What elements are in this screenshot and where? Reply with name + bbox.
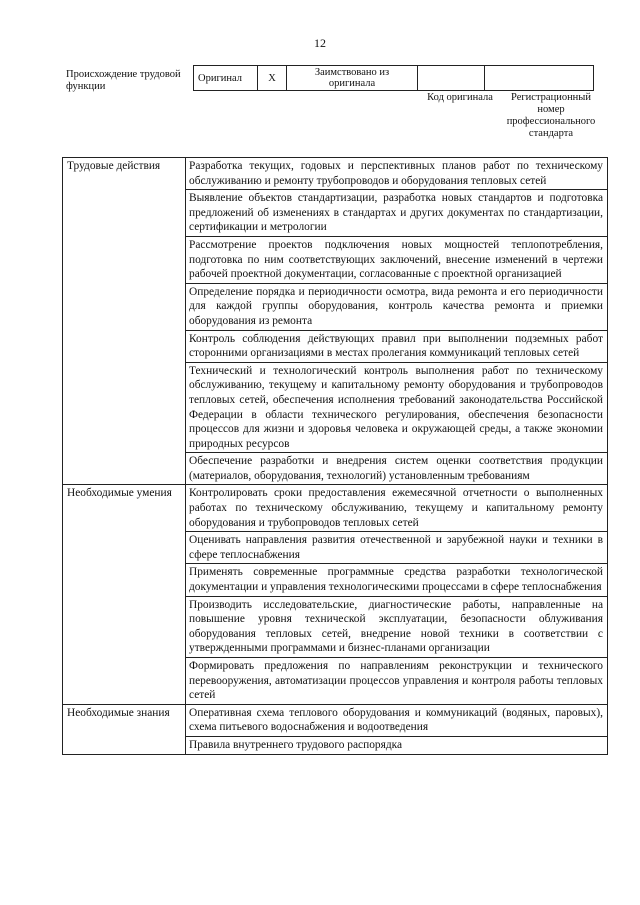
table-cell: Технический и технологический контроль выполнения работ по техническому обслуживанию, текущему и капитальному ремонту оборудования и трубопроводов тепловых сетей, обеспечения исполнения требований законодательства Российской Федерации в области технического регулирования, обеспечения безопасности процессов для жизни и здоровья человека и окружающей среды, а также экономии природных ресурсов bbox=[186, 362, 608, 453]
table-cell: Производить исследовательские, диагностические работы, направленные на повышение уровня технической эксплуатации, безопасности облуживания оборудования тепловых сетей, внедрение новой техники в соответствии с утвержденными программами и бизнес-планами организации bbox=[186, 596, 608, 657]
original-cell: Оригинал bbox=[194, 66, 258, 91]
reg-caption: Регистрационный номер профессионального стандарта bbox=[506, 92, 596, 139]
table-cell: Обеспечение разработки и внедрения систем оценки соответствия продукции (материалов, оборудования, технологий) установленным требованиям bbox=[186, 453, 608, 485]
section-label-knowledge: Необходимые знания bbox=[63, 704, 186, 754]
table-row bbox=[63, 485, 608, 532]
table-row bbox=[63, 704, 608, 736]
function-table bbox=[62, 157, 608, 755]
section-label-skills: Необходимые умения bbox=[63, 485, 186, 704]
table-cell: Рассмотрение проектов подключения новых мощностей теплопотребления, подготовка по ним соответствующих заключений, внесение изменений в чертежи рабочей проектной документации, согласованные с проектной организацией bbox=[186, 236, 608, 283]
original-mark: X bbox=[258, 66, 287, 91]
reg-number-cell bbox=[485, 66, 594, 91]
table-cell: Оценивать направления развития отечественной и зарубежной науки и техники в сфере теплоснабжения bbox=[186, 532, 608, 564]
table-row bbox=[63, 158, 608, 190]
table-cell: Применять современные программные средства разработки технологической документации и управления технологическими процессами в сфере теплоснабжения bbox=[186, 564, 608, 596]
table-cell: Контролировать сроки предоставления ежемесячной отчетности о выполненных работах по техническому обслуживанию, текущему и капитальному ремонту оборудования и трубопроводов тепловых сетей bbox=[186, 485, 608, 532]
table-cell: Разработка текущих, годовых и перспективных планов работ по техническому обслуживанию и ремонту трубопроводов и оборудования тепловых сетей bbox=[186, 158, 608, 190]
page-number: 12 bbox=[314, 36, 326, 50]
table-cell: Правила внутреннего трудового распорядка bbox=[186, 736, 608, 754]
table-cell: Формировать предложения по направлениям реконструкции и технического перевооружения, автоматизации процессов управления и контроля работы тепловых сетей bbox=[186, 658, 608, 705]
table-cell: Контроль соблюдения действующих правил при выполнении подземных работ сторонними организациями в местах пролегания коммуникаций тепловых сетей bbox=[186, 330, 608, 362]
borrowed-cell: Заимствовано из оригинала bbox=[287, 66, 418, 91]
origin-label: Происхождение трудовой функции bbox=[66, 69, 181, 92]
code-caption: Код оригинала bbox=[427, 92, 493, 103]
origin-table bbox=[193, 65, 594, 91]
table-cell: Оперативная схема теплового оборудования и коммуникаций (водяных, паровых), схема питьевого водоснабжения и водоотведения bbox=[186, 704, 608, 736]
code-cell bbox=[418, 66, 485, 91]
table-cell: Выявление объектов стандартизации, разработка новых стандартов и подготовка предложений об изменениях в стандартах и других документах по стандартизации, сертификации и метрологии bbox=[186, 190, 608, 237]
table-cell: Определение порядка и периодичности осмотра, вида ремонта и его периодичности для каждой группы оборудования, контроль качества ремонта и приемки оборудования из ремонта bbox=[186, 283, 608, 330]
section-label-actions: Трудовые действия bbox=[63, 158, 186, 485]
